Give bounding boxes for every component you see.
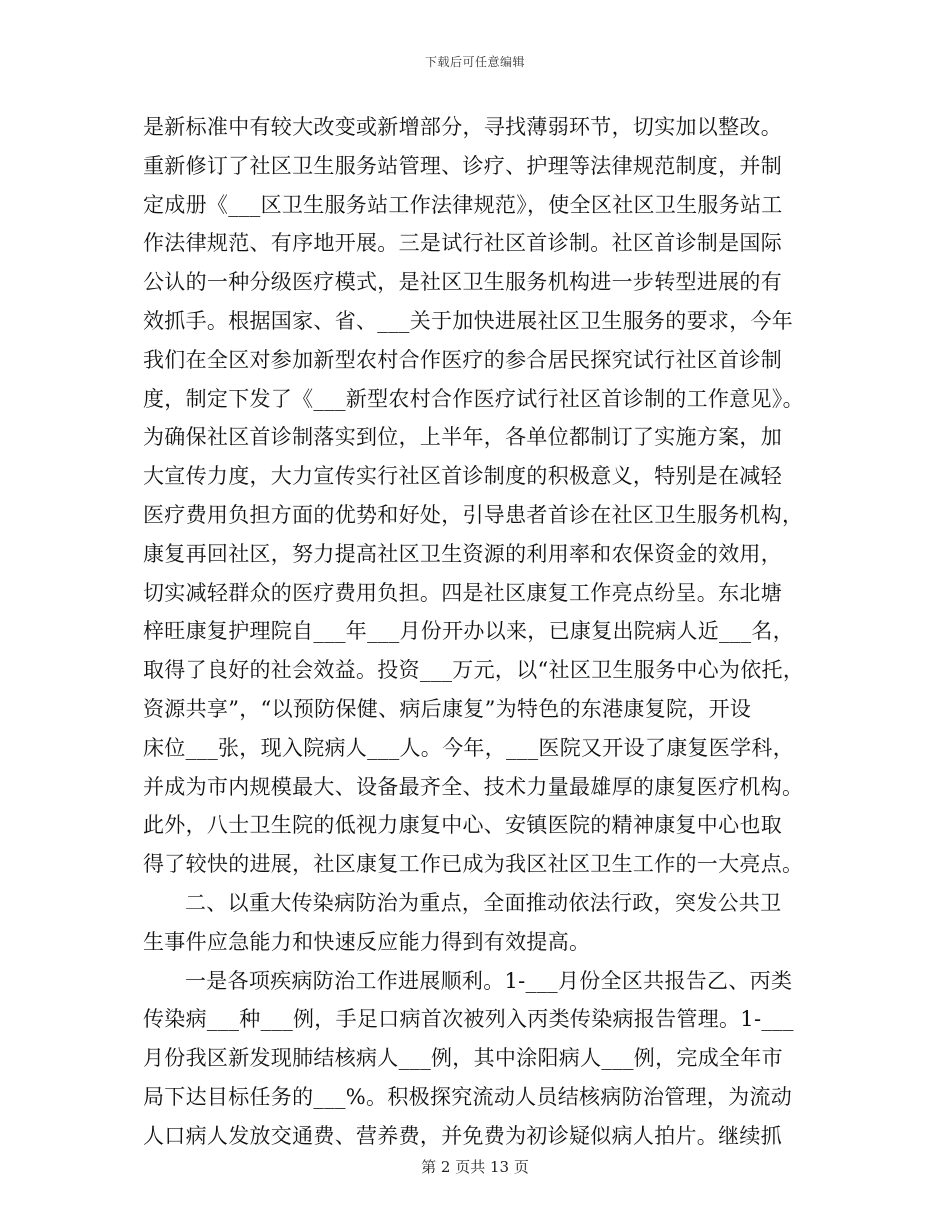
text-line: 康复再回社区，努力提高社区卫生资源的利用率和农保资金的效用，: [143, 541, 782, 566]
text-line: 度，制定下发了《___新型农村合作医疗试行社区首诊制的工作意见》。: [143, 386, 804, 411]
text-line: 此外，八士卫生院的低视力康复中心、安镇医院的精神康复中心也取: [143, 813, 782, 838]
text-line: 取得了良好的社会效益。投资___万元，以“社区卫生服务中心为依托，: [143, 658, 805, 683]
text-line: 为确保社区首诊制落实到位，上半年，各单位都制订了实施方案，加: [143, 425, 782, 450]
text-line: 梓旺康复护理院自___年___月份开办以来，已康复出院病人近___名，: [143, 619, 794, 644]
text-line: 作法律规范、有序地开展。三是试行社区首诊制。社区首诊制是国际: [143, 231, 782, 256]
text-line: 床位___张，现入院病人___人。今年，___医院又开设了康复医学科，: [143, 735, 794, 760]
page-footer: 第 2 页共 13 页: [421, 1158, 529, 1176]
text-line: 一是各项疾病防治工作进展顺利。1-___月份全区共报告乙、丙类: [185, 968, 793, 993]
text-line: 医疗费用负担方面的优势和好处，引导患者首诊在社区卫生服务机构，: [143, 502, 804, 527]
text-line: 传染病___种___例，手足口病首次被列入丙类传染病报告管理。1-___: [143, 1007, 794, 1032]
text-line: 切实减轻群众的医疗费用负担。四是社区康复工作亮点纷呈。东北塘: [143, 580, 782, 605]
text-line: 重新修订了社区卫生服务站管理、诊疗、护理等法律规范制度，并制: [143, 153, 782, 178]
text-line: 是新标准中有较大改变或新增部分，寻找薄弱环节，切实加以整改。: [143, 115, 782, 139]
text-line: 我们在全区对参加新型农村合作医疗的参合居民探究试行社区首诊制: [143, 347, 782, 372]
page-header: 下载后可任意编辑: [424, 55, 525, 69]
section-heading-line: 二、以重大传染病防治为重点，全面推动依法行政，突发公共卫: [185, 890, 782, 915]
section-heading-line: 生事件应急能力和快速反应能力得到有效提高。: [143, 929, 591, 954]
text-line: 大宣传力度，大力宣传实行社区首诊制度的积极意义，特别是在减轻: [143, 464, 782, 489]
text-line: 人口病人发放交通费、营养费，并免费为初诊疑似病人拍片。继续抓: [143, 1123, 782, 1148]
text-line: 得了较快的进展，社区康复工作已成为我区社区卫生工作的一大亮点。: [143, 852, 804, 877]
text-line: 效抓手。根据国家、省、___关于加快进展社区卫生服务的要求，今年: [143, 308, 794, 333]
text-line: 定成册《___区卫生服务站工作法律规范》，使全区社区卫生服务站工: [143, 192, 783, 217]
document-body: [143, 108, 823, 1156]
text-line: 资源共享”，“以预防保健、病后康复”为特色的东港康复院，开设: [143, 696, 752, 721]
text-line: 公认的一种分级医疗模式，是社区卫生服务机构进一步转型进展的有: [143, 270, 782, 295]
text-line: 并成为市内规模最大、设备最齐全、技术力量最雄厚的康复医疗机构。: [143, 774, 804, 799]
text-line: 局下达目标任务的___%。积极探究流动人员结核病防治管理，为流动: [143, 1084, 793, 1109]
text-line: 月份我区新发现肺结核病人___例，其中涂阳病人___例，完成全年市: [143, 1046, 783, 1071]
